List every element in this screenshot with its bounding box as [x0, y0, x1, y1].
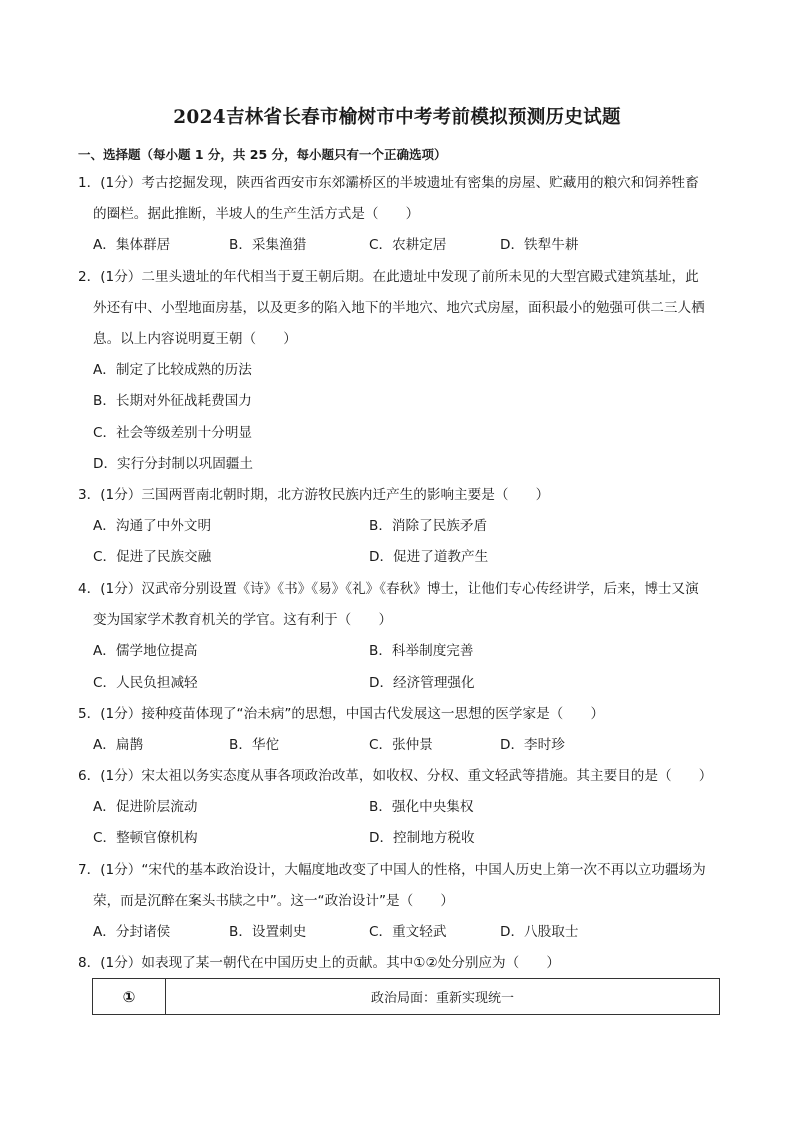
question-7-line-2: 荣，而是沉醉在案头书牍之中”。这一“政治设计”是（ ） — [93, 893, 454, 909]
question-5-line-1: 5．(1分）接种疫苗体现了“治未病”的思想，中国古代发展这一思想的医学家是（ ） — [78, 706, 605, 722]
question-8-line-1: 8．(1分）如表现了某一朝代在中国历史上的贡献。其中①②处分别应为（ ） — [78, 955, 560, 971]
q2-option-c: C．社会等级差别十分明显 — [93, 425, 253, 441]
q3-option-a: A．沟通了中外文明 — [93, 518, 212, 534]
q2-option-a: A．制定了比较成熟的历法 — [93, 362, 252, 378]
question-8-table — [92, 978, 720, 1015]
q4-option-b: B．科举制度完善 — [369, 643, 474, 659]
question-7-line-1: 7．(1分）“宋代的基本政治设计，大幅度地改变了中国人的性格，中国人历史上第一次不再以立功疆场为 — [78, 862, 706, 878]
q6-option-b: B．强化中央集权 — [369, 799, 474, 815]
q3-option-d: D．促进了道教产生 — [369, 549, 489, 565]
q7-option-b: B．设置刺史 — [229, 924, 307, 940]
question-2-line-3: 息。以上内容说明夏王朝（ ） — [93, 331, 297, 347]
q4-option-c: C．人民负担减轻 — [93, 675, 198, 691]
question-3-line-1: 3．(1分）三国两晋南北朝时期，北方游牧民族内迁产生的影响主要是（ ） — [78, 487, 550, 503]
q5-option-c: C．张仲景 — [369, 737, 433, 753]
q4-option-a: A．儒学地位提高 — [93, 643, 198, 659]
q1-option-b: B．采集渔猎 — [229, 237, 307, 253]
table-row — [93, 979, 720, 1015]
q4-option-d: D．经济管理强化 — [369, 675, 475, 691]
page-title: 2024吉林省长春市榆树市中考考前模拟预测历史试题 — [173, 107, 621, 128]
q5-option-b: B．华佗 — [229, 737, 280, 753]
q5-option-a: A．扁鹊 — [93, 737, 144, 753]
q6-option-c: C．整顿官僚机构 — [93, 830, 198, 846]
question-2-line-2: 外还有中、小型地面房基，以及更多的陷入地下的半地穴、地穴式房屋，面积最小的勉强可供二三人栖 — [93, 300, 705, 316]
table-cell-number: ① — [93, 979, 166, 1015]
q7-option-c: C．重文轻武 — [369, 924, 447, 940]
q6-option-d: D．控制地方税收 — [369, 830, 475, 846]
q7-option-a: A．分封诸侯 — [93, 924, 171, 940]
q2-option-d: D．实行分封制以巩固疆土 — [93, 456, 253, 472]
question-6-line-1: 6．(1分）宋太祖以务实态度从事各项政治改革，如收权、分权、重文轻武等措施。其主要目的是（ ） — [78, 768, 713, 784]
q3-option-b: B．消除了民族矛盾 — [369, 518, 488, 534]
question-1-line-1: 1．(1分）考古挖掘发现，陕西省西安市东郊灞桥区的半坡遗址有密集的房屋、贮藏用的粮穴和饲养牲畜 — [78, 175, 699, 191]
q3-option-c: C．促进了民族交融 — [93, 549, 212, 565]
question-2-line-1: 2．(1分）二里头遗址的年代相当于夏王朝后期。在此遗址中发现了前所未见的大型宫殿式建筑基址，此 — [78, 269, 699, 285]
q1-option-a: A．集体群居 — [93, 237, 171, 253]
q2-option-b: B．长期对外征战耗费国力 — [93, 393, 252, 409]
question-1-line-2: 的圈栏。据此推断，半坡人的生产生活方式是（ ） — [93, 206, 420, 222]
section-heading: 一、选择题（每小题 1 分，共 25 分，每小题只有一个正确选项） — [78, 147, 447, 162]
q5-option-d: D．李时珍 — [500, 737, 565, 753]
question-4-line-1: 4．(1分）汉武帝分别设置《诗》《书》《易》《礼》《春秋》博士，让他们专心传经讲学，后来，博士又演 — [78, 581, 699, 597]
q7-option-d: D．八股取士 — [500, 924, 579, 940]
q1-option-c: C．农耕定居 — [369, 237, 447, 253]
q1-option-d: D．铁犁牛耕 — [500, 237, 579, 253]
q6-option-a: A．促进阶层流动 — [93, 799, 198, 815]
table-cell-content: 政治局面：重新实现统一 — [166, 979, 720, 1015]
question-4-line-2: 变为国家学术教育机关的学官。这有利于（ ） — [93, 612, 393, 628]
